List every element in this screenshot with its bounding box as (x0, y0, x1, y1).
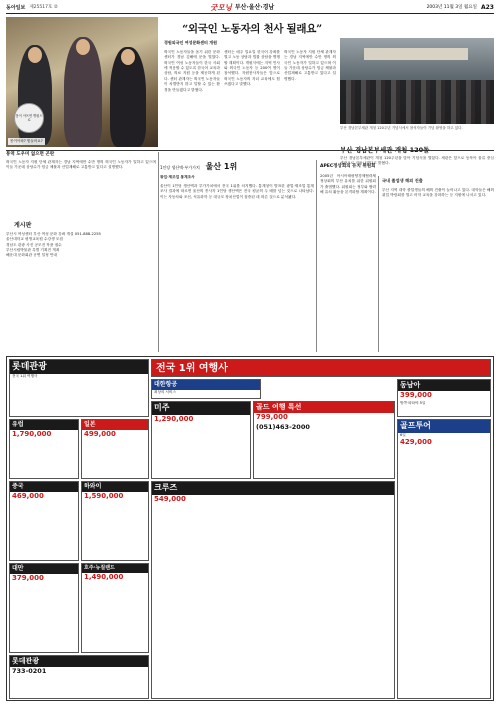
ad-mirae[interactable] (151, 401, 251, 479)
ad-title: 중국 (10, 482, 78, 492)
ad-price: 429,000 (400, 437, 432, 446)
lead-photo (6, 17, 158, 147)
section-region: 부산·울산·경남 (234, 4, 275, 12)
ad-price: 469,000 (12, 492, 44, 501)
ad-hawaii[interactable] (81, 481, 149, 561)
notice-item: 해운대 문화회관 공연 일정 안내 (6, 253, 57, 258)
page-number: A23 (480, 4, 494, 12)
ad-gold[interactable] (253, 401, 395, 479)
notice-item: 부산시립박물관 특별 기획전 개최 (6, 248, 60, 253)
ad-title: 골프투어 (398, 420, 490, 433)
column-divider (378, 176, 379, 352)
ad-subtitle: 최상의 서비스 (154, 390, 176, 395)
photo-banner (364, 48, 468, 60)
photo-face (76, 39, 90, 55)
lead-column-3: 외국인 노동자 지원 단체 관계자는 경남 지역에만 수만 명의 외국인 노동자가 일하고 있으며 이들 가운데 상당수가 임금 체불과 산업재해로 고통받고 있다고 설명했다. (284, 50, 336, 81)
ulsan-headline (160, 162, 237, 173)
apec-headline: APEC정상회의 유치 위원회 (320, 164, 376, 169)
photo-crowd (340, 80, 494, 124)
section-logo: 굿모닝 (210, 3, 232, 13)
ad-price: 1,790,000 (12, 430, 52, 439)
apec-body: 2005년 아시아태평양경제협력체 정상회의 부산 유치를 위한 위원회가 출범했다. 위원회는 정부와 협력해 유치 활동을 본격화할 계획이다. (320, 174, 376, 195)
customs-photo (340, 38, 494, 124)
notice-item: 부산시 여성센터 부산 여성 문화 강좌 개설 051-888-2255 (6, 232, 101, 236)
ad-price: 799,000 (256, 413, 288, 422)
photo-stamp: 몸이 아프면 병원으로 (14, 103, 44, 133)
column-divider (158, 152, 159, 352)
ad-sub: 방콕·파타야 5일 (400, 400, 426, 405)
ad-title: 대만 (10, 564, 78, 574)
ad-title: 롯데관광 (10, 360, 148, 374)
ad-cruise[interactable] (151, 481, 395, 699)
ad-banner[interactable]: 전국 1위 여행사 (151, 359, 491, 377)
ad-title: 일본 (82, 420, 148, 430)
ad-title: 동남아 (398, 380, 490, 391)
ad-china[interactable] (9, 481, 79, 561)
intl-body: 부산 지역 대학 졸업생들의 해외 진출이 늘어나고 있다. 대학들은 해외 취업 박람회를 열고 어학 교육을 강화하는 등 지원에 나서고 있다. (382, 188, 494, 198)
column-divider (316, 160, 317, 352)
notice-item: 울산대학교 평생교육원 수강생 모집 (6, 237, 63, 242)
notice-item: 경남도 관광 사진 공모전 작품 접수 (6, 242, 62, 247)
ad-title: 하와이 (82, 482, 148, 492)
ulsan-title: 울산 1위 (205, 162, 238, 171)
notice-board (6, 232, 156, 350)
ad-title: 유럽 (10, 420, 78, 430)
ad-phone: (051)463-2000 (256, 422, 310, 431)
ad-price: 399,000 (400, 391, 432, 400)
busan-headline: 부산 경남본부세관 개청 120돌 (340, 146, 430, 154)
section-divider (6, 150, 494, 151)
busan-body: 부산 경남본부세관이 개청 120주년을 맞아 기념식을 열었다. 세관은 앞으로 동북아 물류 중심 세관으로 거듭나겠다고 밝혔다. (340, 156, 494, 166)
issue-date: 2003년 11월 3일 월요일 (426, 5, 477, 11)
lead-column-1: 외국인 노동자들을 돕기 위한 문화센터가 경남 김해에 문을 열었다. 외국인 여성 노동자들이 한국 사회에 적응할 수 있도록 한국어 교육과 상담, 의료 지원 등을 제공하게 된다. 센터 관계자는 외국인 노동자들이 차별받지 않고 일할 수 있는 환경을 만들겠다고 밝혔다. (164, 50, 220, 92)
ad-lotte-contact[interactable] (9, 655, 149, 699)
ad-title: 골드 여행 특선 (254, 402, 394, 413)
ad-title: 미주 (152, 402, 250, 415)
ad-japan[interactable] (81, 419, 149, 479)
ad-daehan[interactable] (151, 379, 261, 399)
ad-price: 1,590,000 (84, 492, 124, 501)
ad-yurup[interactable] (9, 419, 79, 479)
lead-headline: “외국인 노동자의 천사 될래요” (182, 23, 322, 35)
left-headline: 통역 도우미 없으면 곤란 (6, 152, 55, 157)
customs-photo-caption: 부산 경남본부세관 개청 120주년 기념식에서 참석자들이 기념 촬영을 하고 있다. (340, 126, 463, 130)
photo-face (28, 47, 42, 63)
ad-title: 호주·뉴질랜드 (82, 564, 148, 573)
ad-title: 롯데관광 (10, 656, 148, 667)
paper-name: 동아일보 (6, 5, 26, 12)
ulsan-tag: 1인당 생산액·부가가치 (160, 165, 200, 170)
ad-price: 499,000 (84, 430, 116, 439)
ad-sub: 6일 (400, 432, 406, 437)
photo-face (121, 49, 135, 65)
ad-title: 크루즈 (152, 482, 394, 495)
lead-subhead: 경원외국인 여성문화센터 개원 (164, 40, 218, 45)
ad-price: 1,490,000 (84, 572, 124, 581)
ad-taiwan[interactable] (9, 563, 79, 653)
ad-price: 1,290,000 (154, 414, 194, 423)
ad-title: 대한항공 (152, 380, 260, 390)
left-body: 외국인 노동자 지원 단체 관계자는 경남 지역에만 수만 명의 외국인 노동자가 일하고 있으며 이들 가운데 상당수가 임금 체불과 산업재해로 고통받고 있다고 설명했다. (6, 160, 156, 170)
ad-australia[interactable] (81, 563, 149, 653)
ad-price: 379,000 (12, 574, 44, 583)
ad-price: 549,000 (154, 494, 186, 503)
ad-golf[interactable] (397, 419, 491, 699)
advertisement-block (6, 356, 494, 701)
masthead (6, 4, 494, 14)
ulsan-subhead: 광업·제조업 통계조사 (160, 175, 195, 179)
intl-headline: 국내 졸업생 해외 진출 (382, 178, 423, 183)
ad-slogan: 전국 1위 여행사 (12, 374, 38, 379)
photo-caption: 몸이아파? 힘들어요? (10, 139, 43, 144)
ulsan-body: 울산이 1인당 생산액과 부가가치에서 전국 1위를 차지했다. 통계청이 발표한 광업·제조업 통계조사 결과에 따르면 울산의 종사자 1인당 생산액은 전국 평균의 두 배를 넘는 것으로 나타났다. 이는 자동차와 조선, 석유화학 등 대규모 장치산업이 집중된 데 따른 것으로 분석됐다. (160, 184, 314, 199)
notice-board-title: 게시판 (14, 222, 32, 229)
issue-number: 제25517호 ② (29, 5, 58, 11)
ad-dongnama[interactable] (397, 379, 491, 417)
ad-lotte[interactable] (9, 359, 149, 417)
lead-column-2: 센터는 매주 일요일 한국어 강좌를 열고 노동 상담과 법률 상담을 병행할 계획이다. 개원식에는 지역 인사와 외국인 노동자 등 200여 명이 참석했다. 자원봉사자들은 앞으로 외국인 노동자의 자녀 교육에도 힘쓰겠다고 말했다. (224, 50, 280, 87)
ad-phone: 733-0201 (12, 667, 47, 676)
